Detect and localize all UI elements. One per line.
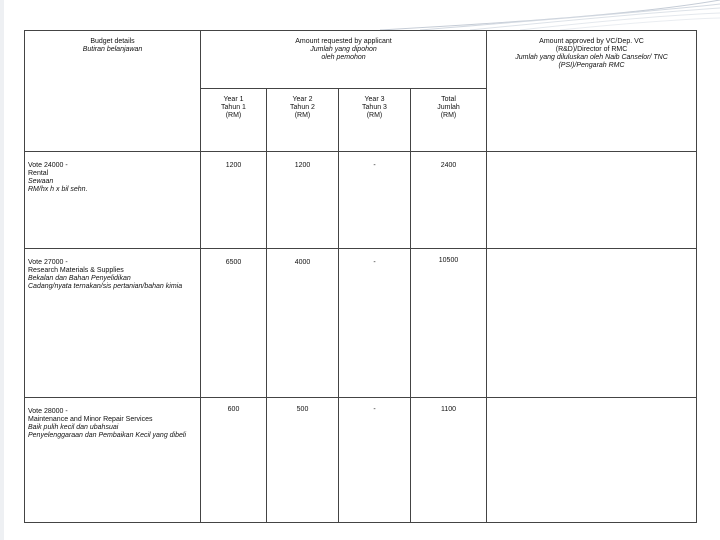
year2-value: 1200: [267, 152, 339, 249]
total-value: 2400: [411, 152, 487, 249]
page-edge-decoration: [0, 0, 4, 540]
year2-value: 4000: [267, 249, 339, 398]
amount-requested-label-ms-2: oleh pemohon: [321, 54, 366, 61]
amount-approved-header: [487, 31, 697, 152]
approved-value: [487, 249, 697, 398]
year3-unit: (RM): [366, 112, 383, 119]
vote-note: Penyelenggaraan dan Pembaikan Kecil yang dibeli: [28, 432, 186, 439]
header-swoosh-decoration: [0, 0, 720, 30]
table-row: [25, 249, 697, 398]
vote-title-ms: Baik pulih kecil dan ubahsuai: [28, 424, 119, 431]
vote-code: Vote 28000 -: [28, 408, 68, 415]
total-label-ms: Jumlah: [437, 104, 460, 111]
year3-value: -: [339, 152, 411, 249]
year1-header: [201, 89, 267, 152]
vote-cell: [25, 152, 201, 249]
year2-label-ms: Tahun 2: [290, 104, 315, 111]
total-value: 1100: [411, 398, 487, 523]
year3-value: -: [339, 249, 411, 398]
vote-title: Rental: [28, 170, 49, 177]
budget-details-label: Budget details: [90, 38, 135, 45]
table-row: [25, 398, 697, 523]
year1-value: 6500: [201, 249, 267, 398]
year1-value: 600: [201, 398, 267, 523]
vote-title-ms: Bekalan dan Bahan Penyelidikan: [28, 275, 131, 282]
total-value: 10500: [411, 249, 487, 398]
vote-cell: [25, 398, 201, 523]
year2-label: Year 2: [292, 96, 313, 103]
vote-code: Vote 27000 -: [28, 259, 68, 266]
amount-approved-label-1: Amount approved by VC/Dep. VC: [539, 38, 644, 45]
vote-note: RM/hx h x bil sehn.: [28, 186, 88, 193]
year2-unit: (RM): [294, 112, 311, 119]
vote-note: Cadang/nyata ternakan/sis pertanian/bahan kimia: [28, 283, 183, 290]
amount-requested-label: Amount requested by applicant: [295, 38, 392, 45]
total-label: Total: [441, 96, 456, 103]
year1-unit: (RM): [225, 112, 242, 119]
vote-title: Maintenance and Minor Repair Services: [28, 416, 153, 423]
year3-label: Year 3: [364, 96, 385, 103]
amount-requested-label-ms-1: Jumlah yang dipohon: [310, 46, 377, 53]
vote-code: Vote 24000 -: [28, 162, 68, 169]
year1-label: Year 1: [223, 96, 244, 103]
budget-details-header: [25, 31, 201, 152]
table-row: [25, 152, 697, 249]
budget-details-label-ms: Butiran belanjawan: [82, 46, 143, 53]
year1-value: 1200: [201, 152, 267, 249]
vote-cell: [25, 249, 201, 398]
approved-value: [487, 152, 697, 249]
year2-header: [267, 89, 339, 152]
total-unit: (RM): [440, 112, 457, 119]
header-row: [25, 31, 697, 89]
approved-value: [487, 398, 697, 523]
vote-title: Research Materials & Supplies: [28, 267, 124, 274]
year3-header: [339, 89, 411, 152]
vote-title-ms: Sewaan: [28, 178, 54, 185]
amount-approved-label-2: (R&D)/Director of RMC: [555, 46, 628, 53]
total-header: [411, 89, 487, 152]
amount-approved-label-ms-2: (PSI)/Pengarah RMC: [558, 62, 625, 69]
year1-label-ms: Tahun 1: [221, 104, 246, 111]
amount-approved-label-ms-1: Jumlah yang diluluskan oleh Naib Canselor/ TNC: [515, 54, 668, 61]
budget-table: [24, 30, 697, 523]
amount-requested-header: [201, 31, 487, 89]
year3-label-ms: Tahun 3: [362, 104, 387, 111]
year2-value: 500: [267, 398, 339, 523]
year3-value: -: [339, 398, 411, 523]
